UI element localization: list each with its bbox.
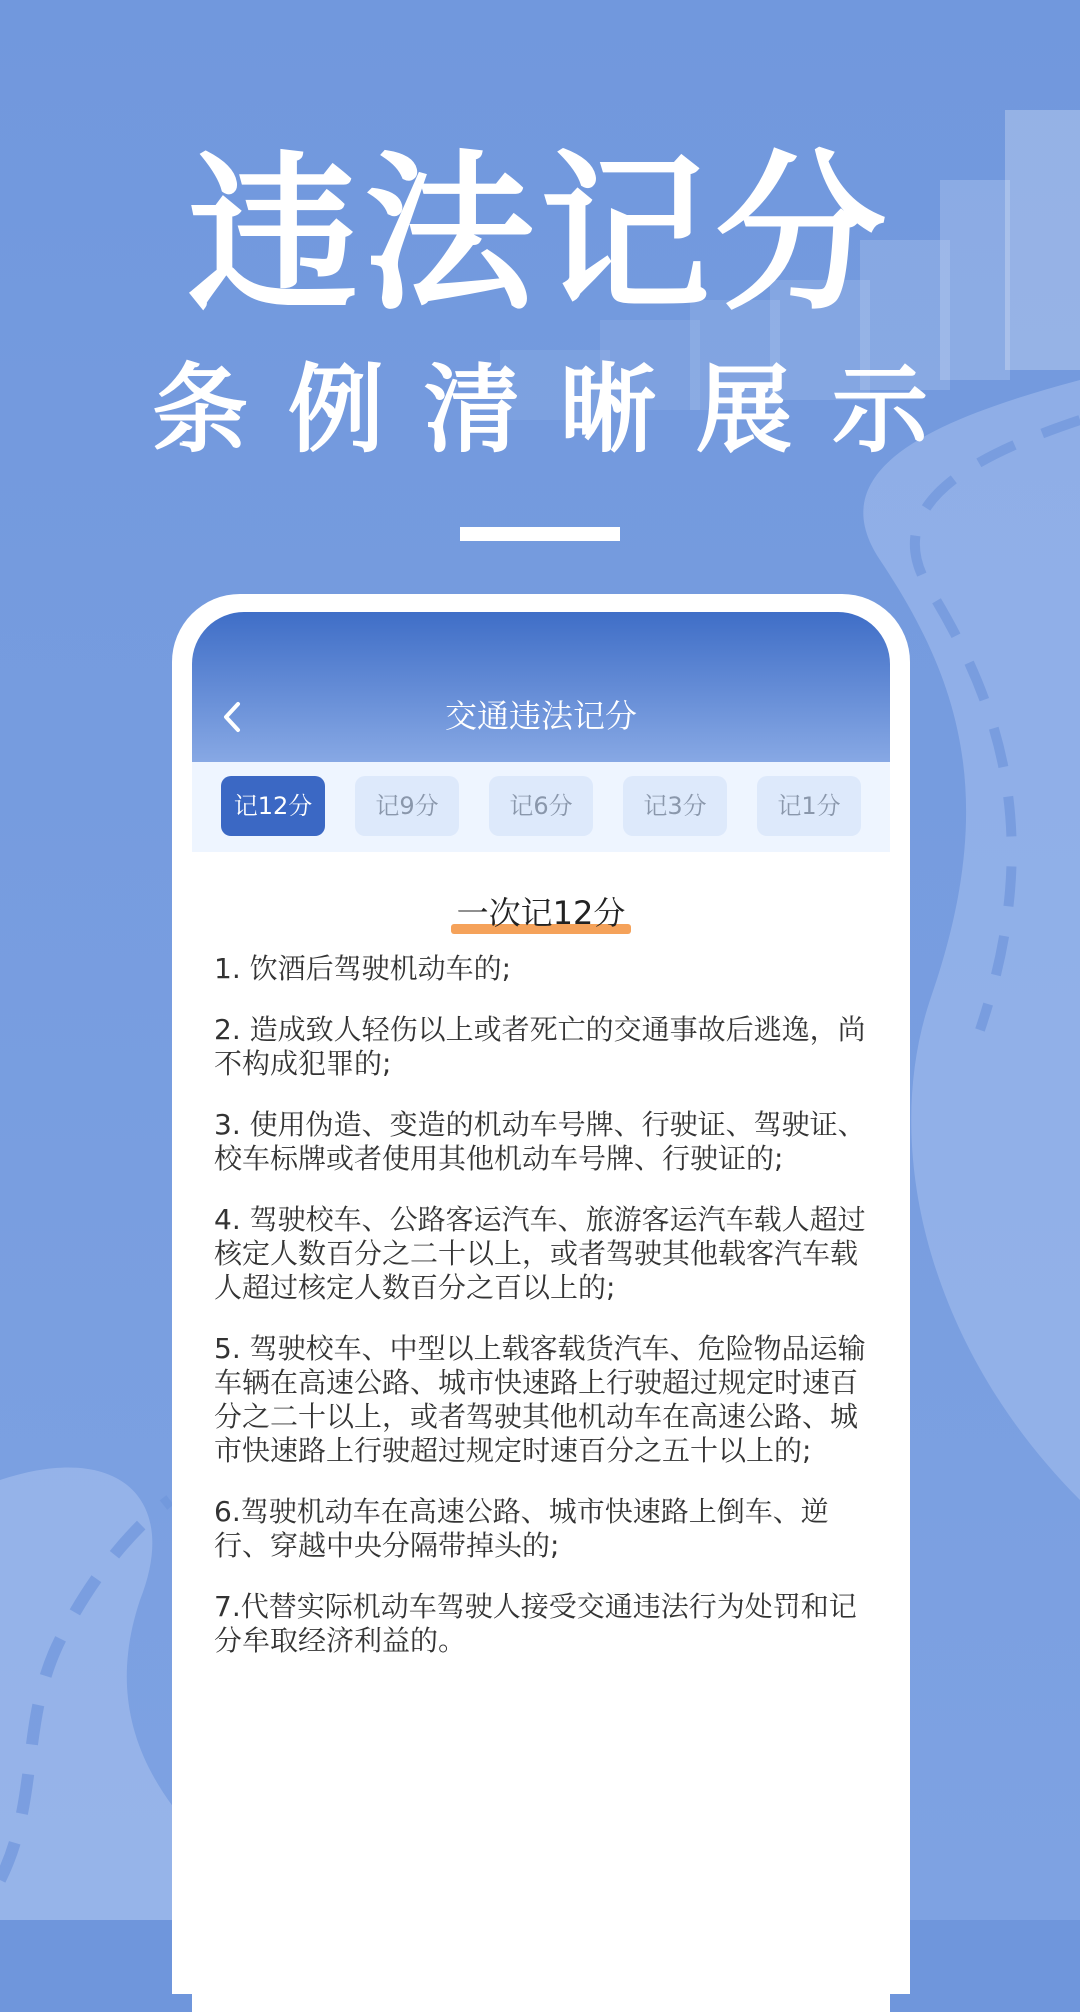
section-title — [451, 892, 632, 934]
rule-item-2: 2. 造成致人轻伤以上或者死亡的交通事故后逃逸，尚不构成犯罪的; — [214, 1013, 866, 1080]
rule-item-1: 1. 饮酒后驾驶机动车的; — [214, 952, 512, 985]
phone-mockup — [172, 594, 910, 1994]
hero-subtitle: 条例清晰展示 — [152, 354, 968, 466]
tab-9-points[interactable]: 记9分 — [355, 776, 459, 836]
section-title-text: 一次记12分 — [456, 894, 626, 932]
tab-12-points[interactable]: 记12分 — [221, 776, 325, 836]
app-header — [192, 612, 890, 762]
tab-3-points[interactable]: 记3分 — [623, 776, 727, 836]
rules-list — [214, 952, 874, 1685]
tab-6-points[interactable]: 记6分 — [489, 776, 593, 836]
rule-item-6: 6.驾驶机动车在高速公路、城市快速路上倒车、逆行、穿越中央分隔带掉头的; — [214, 1495, 829, 1562]
rule-item-5: 5. 驾驶校车、中型以上载客载货汽车、危险物品运输车辆在高速公路、城市快速路上行驶超过规定时速百分之二十以上，或者驾驶其他机动车在高速公路、城市快速路上行驶超过规定时速百分之五十以上的; — [214, 1332, 866, 1467]
app-title: 交通违法记分 — [444, 697, 637, 735]
tab-1-point[interactable]: 记1分 — [757, 776, 861, 836]
rule-item-3: 3. 使用伪造、变造的机动车号牌、行驶证、驾驶证、校车标牌或者使用其他机动车号牌、行驶证的; — [214, 1108, 866, 1175]
section-title-wrap — [192, 892, 890, 934]
tab-bar — [192, 762, 890, 852]
rule-item-7: 7.代替实际机动车驾驶人接受交通违法行为处罚和记分牟取经济利益的。 — [214, 1590, 857, 1657]
rule-item-4: 4. 驾驶校车、公路客运汽车、旅游客运汽车载人超过核定人数百分之二十以上，或者驾驶其他载客汽车载人超过核定人数百分之百以上的; — [214, 1203, 866, 1304]
hero-divider — [460, 527, 620, 541]
phone-screen — [192, 612, 890, 2012]
hero-title: 违法记分 — [187, 136, 892, 334]
